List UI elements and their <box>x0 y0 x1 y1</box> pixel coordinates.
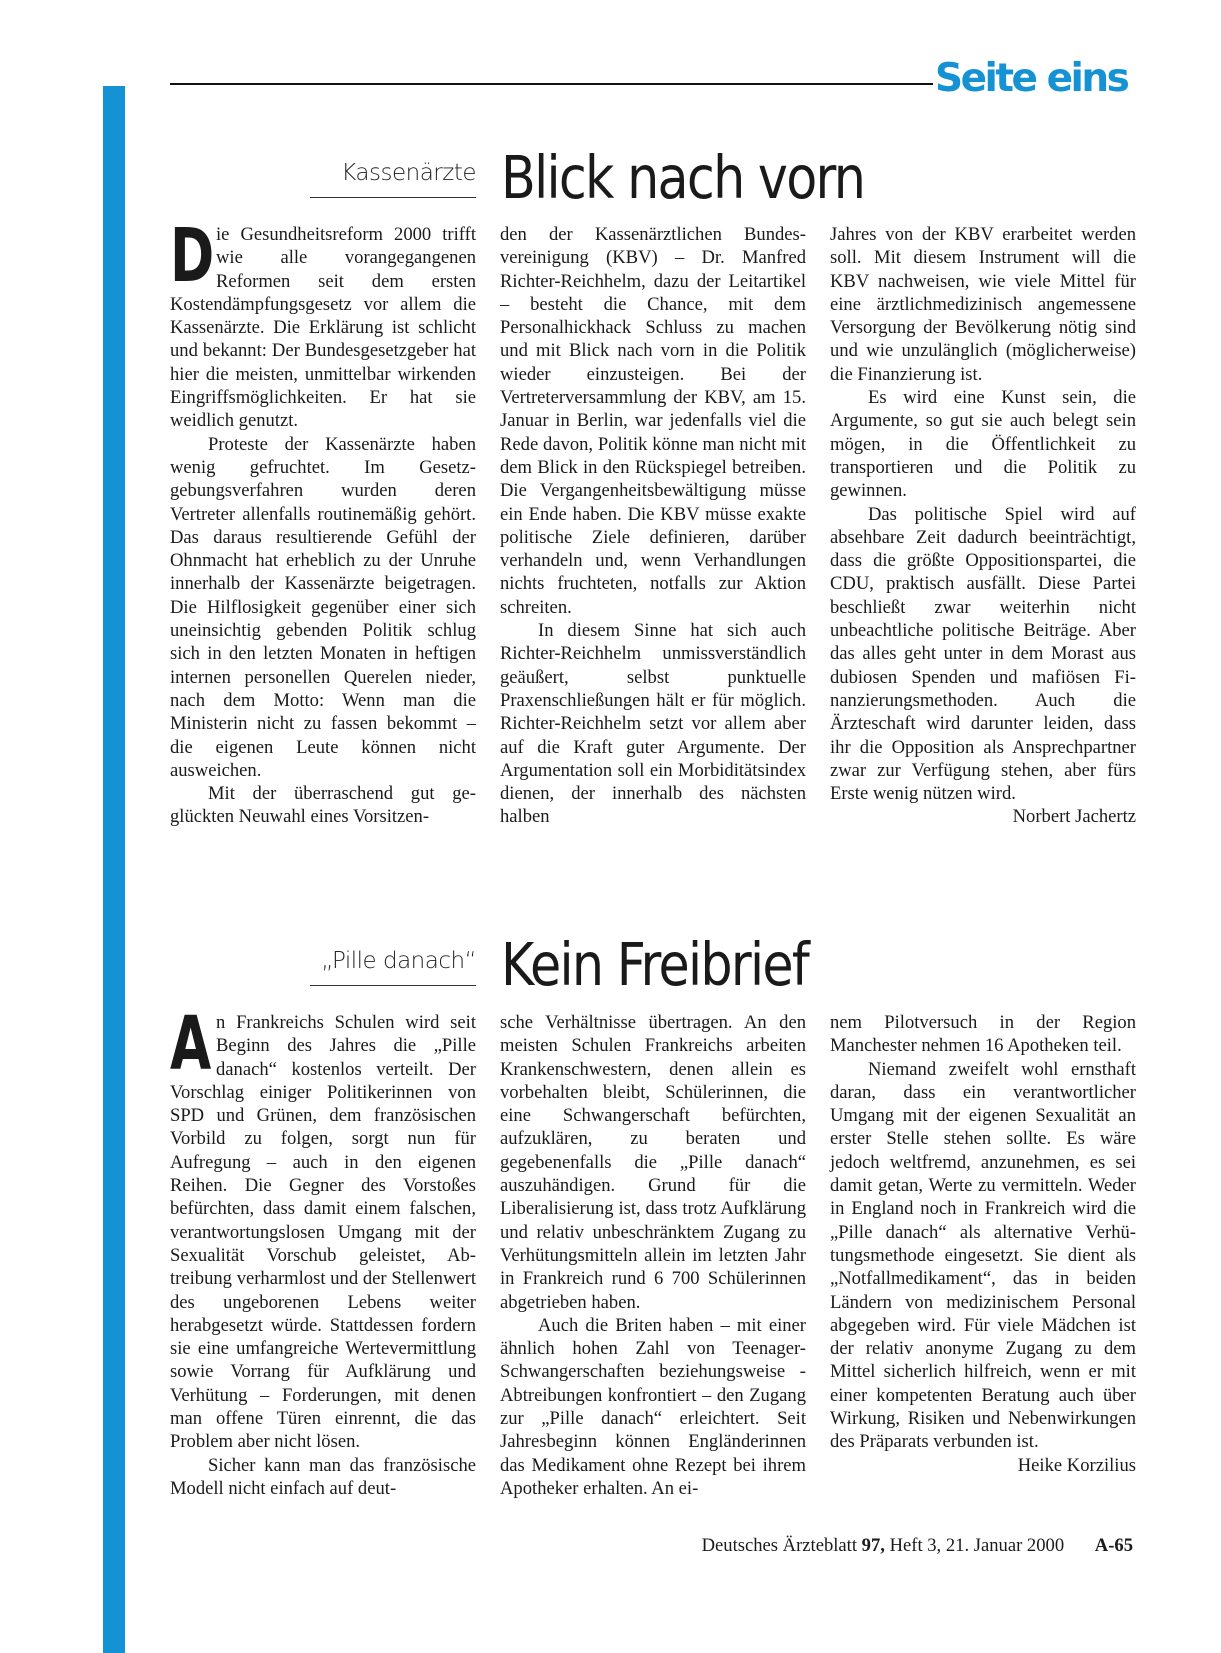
footer-issue: Heft 3, 21. Januar 2000 <box>889 1535 1065 1556</box>
article-1-headline: Blick nach vorn <box>501 143 865 212</box>
article-1-kicker: Kassenärzte <box>341 160 476 186</box>
article-2-column-1 <box>170 1001 476 1500</box>
article-1-column-2 <box>500 223 806 829</box>
article-1-paragraph: Es wird eine Kunst sein, die Argumente, so gut sie auch belegt sein mögen, in die Öffentlichkeit zu transportieren und die Politik zu gewinnen. <box>830 387 1136 502</box>
article-2-paragraph: sche Verhältnisse übertragen. An den meisten Schulen Frankreichs arbeiten Krankenschwestern, denen allein es vorbehalten bleibt, Schülerinnen, die eine Schwangerschaft befürchten, aufzuklären, zu beraten und gegebenenfalls die „Pille danach“ auszuhändigen. Grund für die Liberalisierung ist, dass trotz Aufklärung und relativ unbeschränktem Zugang zu Verhütungsmitteln allein im letzten Jahr in Frankreich rund 6 700 Schülerinnen abgetrieben haben. <box>500 1012 806 1313</box>
article-1-paragraph <box>170 213 476 433</box>
article-2-paragraph: nem Pilotversuch in der Region Manchester nehmen 16 Apotheken teil. <box>830 1012 1136 1057</box>
article-1-paragraph <box>830 503 1136 828</box>
article-2-kicker-underline <box>310 985 476 986</box>
header-rule <box>170 83 933 85</box>
footer-journal: Deutsches Ärzteblatt <box>701 1535 858 1556</box>
article-2-paragraph <box>830 1058 1136 1476</box>
article-1-text: ie Gesundheitsreform 2000 trifft wie alle vorangegangenen Reformen seit dem ersten Kostendämpfungsgesetz vor allem die Kassenärzte. Die Erklärung ist schlicht und bekannt: Der Bundesgesetzgeber hat hier die meisten, unmittelbar wirkenden Eingriffsmöglichkeiten. Er hat sie weidlich genutzt. <box>170 224 476 432</box>
article-2-kicker: „Pille danach“ <box>321 948 476 974</box>
article-1-author: Norbert Jachertz <box>1012 806 1136 828</box>
article-2-author: Heike Korzilius <box>1017 1454 1136 1476</box>
article-1-paragraph: Jahres von der KBV erarbeitet werden soll. Mit diesem Instrument will die KBV nachweisen, wie viele Mittel für eine ärztlichmedizinisch angemessene Versorgung der Bevölkerung nötig sind und wie unzulänglich (möglicherweise) die Finanzierung ist. <box>830 224 1136 385</box>
side-accent-bar <box>103 86 125 1653</box>
article-1-dropcap: D <box>170 213 215 299</box>
article-2-paragraph <box>170 1001 476 1454</box>
article-1-paragraph: In diesem Sinne hat sich auch Richter-Reichhelm unmissverständlich geäußert, selbst punktuelle Praxenschließungen hält er für möglich. Richter-Reichhelm setzt vor allem aber auf die Kraft guter Argumente. Der Argumentation soll ein Morbiditätsindex dienen, der innerhalb des nächsten halben <box>500 620 806 828</box>
footer-volume: 97, <box>861 1535 885 1556</box>
article-2-text: n Frankreichs Schulen wird seit Beginn des Jahres die „Pille danach“ kostenlos verteilt. Der Vorschlag einiger Politikerinnen von SPD und Grünen, dem französischen Vorbild zu folgen, sorgt nun für Aufregung – auch in den eigenen Reihen. Die Gegner des Vorstoßes befürchten, dass damit einem falschen, verantwortungslosen Umgang mit der Sexualität Vorschub geleistet, Abtreibung verharmlost und der Stellenwert des ungeborenen Lebens weiter herabgesetzt würde. Stattdessen fordern sie eine umfangreiche Wertevermittlung sowie Vorrang für Aufklärung und Verhütung – Forderungen, mit denen man offene Türen einrennt, die das Problem aber nicht lösen. <box>170 1012 476 1453</box>
article-2-paragraph: Sicher kann man das französische Modell nicht einfach auf deut- <box>170 1454 476 1499</box>
article-2-paragraph: Auch die Briten haben – mit einer ähnlich hohen Zahl von Teenager-Schwangerschaften beziehungsweise -Abtreibungen konfrontiert – den Zugang zur „Pille danach“ erleichtert. Seit Jahresbeginn können Engländerinnen das Medikament ohne Rezept bei ihrem Apotheker erhalten. An ei- <box>500 1314 806 1499</box>
article-1-column-3 <box>830 223 1136 829</box>
article-1-column-1 <box>170 213 476 829</box>
article-1-paragraph: Mit der überraschend gut geglückten Neuwahl eines Vorsitzen- <box>170 783 476 828</box>
article-1-kicker-underline <box>310 197 476 198</box>
footer-page-number: A-65 <box>1094 1535 1133 1556</box>
article-1-paragraph: den der Kassenärztlichen Bundesvereinigung (KBV) – Dr. Manfred Richter-Reichhelm, dazu der Leitartikel – besteht die Chance, mit dem Personalhickhack Schluss zu machen und mit Blick nach vorn in die Politik wieder einzusteigen. Bei der Vertreterversammlung der KBV, am 15. Januar in Berlin, war jedenfalls viel die Rede davon, Politik könne man nicht mit dem Blick in den Rückspiegel betreiben. Die Vergangenheitsbewältigung müsse ein Ende haben. Die KBV müsse exakte politische Ziele definieren, darüber verhandeln und, wenn Verhandlungen nichts fruchteten, notfalls zur Aktion schreiten. <box>500 224 806 618</box>
article-1-paragraph: Proteste der Kassenärzte haben wenig gefruchtet. Im Gesetzgebungsverfahren wurden deren Vertreter allenfalls routinemäßig gehört. Das daraus resultierende Gefühl der Ohnmacht hat erheblich zu der Unruhe innerhalb der Kassenärzte beigetragen. Die Hilflosigkeit gegenüber einer sich uneinsichtig gebenden Politik schlug sich in den letzten Monaten in heftigen internen personellen Querelen nieder, nach dem Motto: Wenn man die Ministerin nicht zu fassen bekommt – die eigenen Leute können nicht ausweichen. <box>170 433 476 781</box>
section-label: Seite eins <box>935 56 1128 101</box>
article-2-column-2 <box>500 1011 806 1500</box>
article-2-text: Niemand zweifelt wohl ernsthaft daran, dass ein verantwortlicher Umgang mit der eigenen Sexualität an erster Stelle stehen sollte. Es wäre jedoch weltfremd, anzunehmen, es sei damit getan, Werte zu vermitteln. Weder in England noch in Frankreich wird die „Pille danach“ als alternative Verhütungsmethode eingesetzt. Sie dient als „Notfallmedikament“, das in beiden Ländern von medizinischem Personal abgegeben wird. Für viele Mädchen ist der relativ anonyme Zugang zu dem Mittel sicherlich hilfreich, wenn er mit einer kompetenten Beratung auch über Wirkung, Risiken und Nebenwirkungen des Präparats verbunden ist. <box>830 1058 1136 1453</box>
page-footer <box>702 1535 1133 1557</box>
article-1-text: Das politische Spiel wird auf absehbare Zeit dadurch beeinträchtigt, dass die größte Oppositionspartei, die CDU, praktisch ausfällt. Diese Partei beschließt zwar weiterhin nicht unbeachtliche politische Beiträge. Aber das alles geht unter in dem Morast aus dubiosen Spenden und mafiösen Finanzierungsmethoden. Auch die Ärzteschaft wird darunter leiden, dass ihr die Opposition als Ansprechpartner zwar zur Verfügung stehen, aber fürs Erste wenig nützen wird. <box>830 503 1136 805</box>
article-2-headline: Kein Freibrief <box>501 930 809 999</box>
article-2-dropcap: A <box>170 1001 212 1087</box>
article-2-column-3 <box>830 1011 1136 1477</box>
